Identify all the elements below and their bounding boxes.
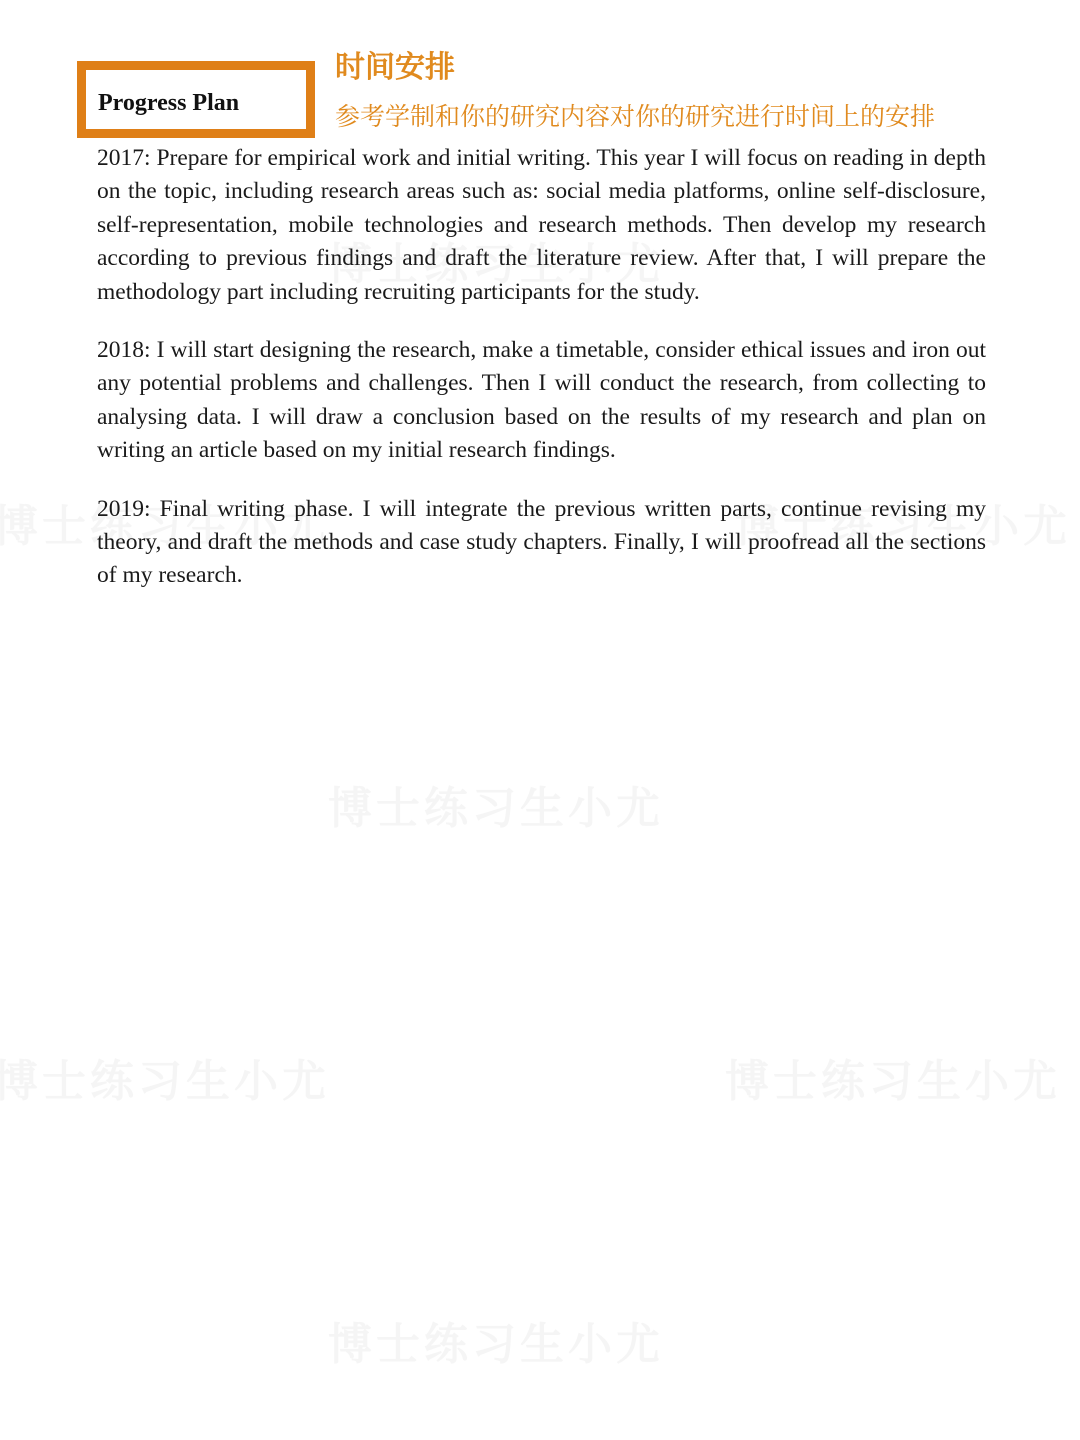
watermark bbox=[328, 772, 664, 836]
paragraph-2019: 2019: Final writing phase. I will integrate the previous written parts, continue revising my theory, and draft the methods and case study chapters. Finally, I will proofread all the sections of my research. bbox=[97, 495, 986, 589]
cn-subtitle: 参考学制和你的研究内容对你的研究进行时间上的安排 bbox=[335, 102, 936, 131]
section-title: Progress Plan bbox=[98, 90, 240, 116]
paragraph-2018: 2018: I will start designing the research, make a timetable, consider ethical issues and iron out any potential problems and challenges. Then I will conduct the research, from collecting to analysing data. I will draw a conclusion based on the results of my research and plan on writing an article based on my initial research findings. bbox=[97, 337, 986, 464]
watermark bbox=[328, 1308, 664, 1372]
cn-heading: 时间安排 bbox=[335, 50, 455, 85]
section-title-box bbox=[77, 61, 315, 138]
watermark bbox=[725, 1045, 1061, 1109]
paragraph-2017: 2017: Prepare for empirical work and initial writing. This year I will focus on reading in depth on the topic, including research areas such as: social media platforms, online self-disclosure, self-representation, mobile technologies and research methods. Then develop my research according to previous findings and draft the literature review. After that, I will prepare the methodology part including recruiting participants for the study. bbox=[97, 145, 986, 305]
document-body bbox=[97, 142, 986, 618]
watermark bbox=[0, 1045, 330, 1109]
